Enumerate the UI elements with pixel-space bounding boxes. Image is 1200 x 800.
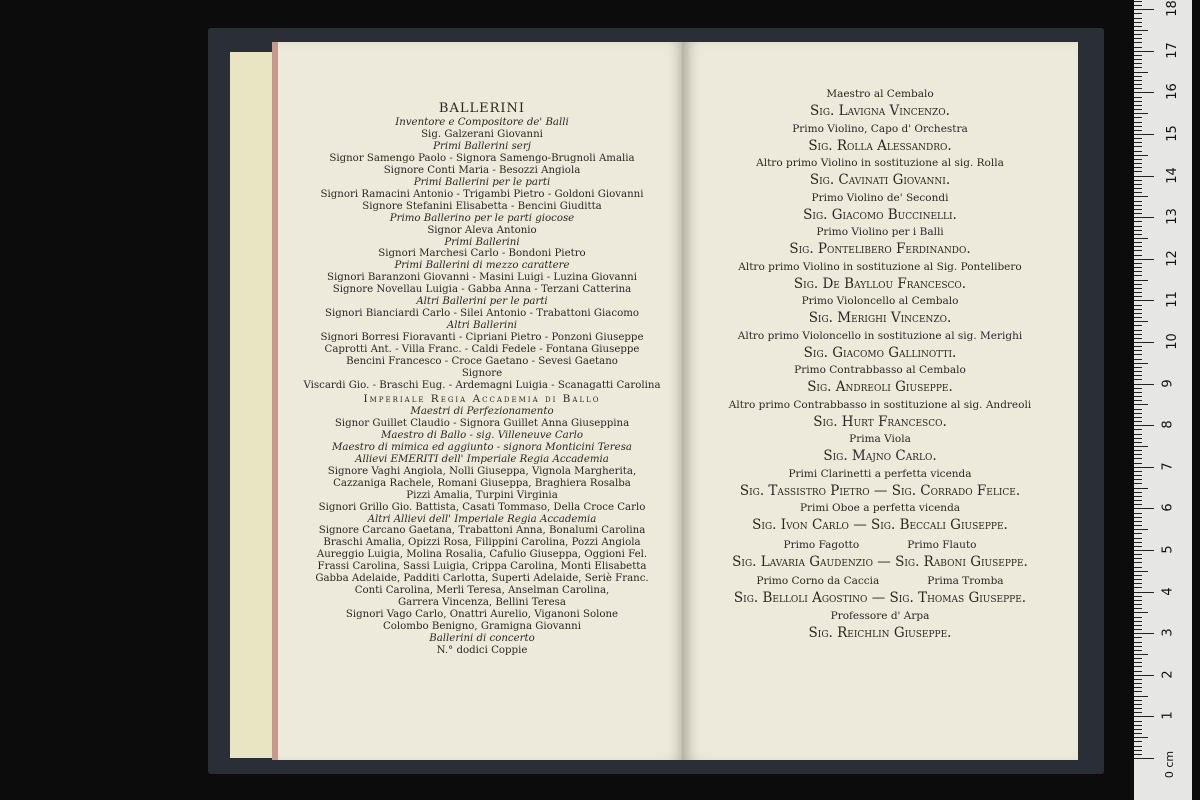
ruler-tick xyxy=(1134,679,1142,680)
ruler-tick xyxy=(1134,238,1148,239)
musician-name: Sig. Giacomo Buccinelli. xyxy=(803,206,957,223)
ruler-number: 12 xyxy=(1164,250,1180,267)
musician-name: Sig. Lavigna Vincenzo. xyxy=(810,103,950,119)
ruler-tick xyxy=(1134,621,1142,622)
ruler-tick xyxy=(1134,30,1148,31)
role-line: Prima Tromba xyxy=(927,575,1004,587)
ruler-tick xyxy=(1134,246,1142,247)
right-page xyxy=(682,42,1078,760)
ruler-tick xyxy=(1134,92,1154,93)
ruler-tick xyxy=(1134,171,1142,172)
name-line: Signor Guillet Claudio - Signora Guillet Anna Giuseppina xyxy=(334,417,630,429)
role-line: Primi Oboe a perfetta vicenda xyxy=(799,502,961,514)
ruler-tick xyxy=(1134,213,1142,214)
ruler-tick xyxy=(1134,354,1142,355)
musician-name: Sig. Tassistro Pietro — Sig. Corrado Felice. xyxy=(739,482,1021,499)
name-line: Signori Borresi Fioravanti - Cipriani Pietro - Ponzoni Giuseppe xyxy=(320,332,644,344)
ruler-tick xyxy=(1134,184,1142,185)
ruler-tick xyxy=(1134,18,1142,19)
ruler-tick xyxy=(1134,126,1142,127)
ruler-tick xyxy=(1134,567,1142,568)
ruler-tick xyxy=(1134,434,1142,435)
musician-name: Sig. Majno Carlo. xyxy=(823,448,937,464)
role-line: Maestro al Cembalo xyxy=(826,88,934,100)
name-line: Signore Carcano Gaetana, Trabattoni Anna, Bonalumi Carolina xyxy=(318,525,646,537)
ruler-tick xyxy=(1134,363,1148,364)
role-heading: Primi Ballerini per le parti xyxy=(413,176,551,188)
ruler-tick xyxy=(1134,438,1142,439)
ruler-tick xyxy=(1134,596,1142,597)
ruler-tick xyxy=(1134,263,1142,264)
ruler-tick xyxy=(1134,562,1142,563)
ruler-tick xyxy=(1134,296,1142,297)
role-heading: Primi Ballerini di mezzo carattere xyxy=(394,260,570,272)
ruler-tick xyxy=(1134,450,1142,451)
role-heading: Altri Ballerini xyxy=(446,320,518,332)
role-heading: Inventore e Compositore de' Balli xyxy=(395,117,569,128)
ruler-number: 9 xyxy=(1160,378,1176,388)
ruler-number: 14 xyxy=(1164,166,1180,184)
ruler-tick xyxy=(1134,454,1142,455)
ruler-tick xyxy=(1134,155,1148,156)
name-line: Colombo Benigno, Gramigna Giovanni xyxy=(382,621,582,633)
ruler-tick xyxy=(1134,80,1142,81)
role-line: Primi Clarinetti a perfetta vicenda xyxy=(788,467,972,480)
ruler-tick xyxy=(1134,729,1142,730)
ruler-tick xyxy=(1134,654,1148,655)
ruler-tick xyxy=(1134,196,1148,197)
name-line: Bencini Francesco - Croce Gaetano - Sevesi Gaetano xyxy=(346,356,618,368)
ruler-tick xyxy=(1134,400,1142,401)
ruler-tick xyxy=(1134,134,1154,135)
ruler-tick xyxy=(1134,105,1142,106)
role-heading: Altri Ballerini per le parti xyxy=(416,296,548,308)
ruler-number: 8 xyxy=(1160,420,1176,429)
ruler-tick xyxy=(1134,750,1142,751)
role-heading: Primi Ballerini xyxy=(444,236,520,248)
ruler-number: 5 xyxy=(1160,545,1176,554)
role-line: Altro primo Violino in sostituzione al Sig. Pontelibero xyxy=(738,260,1022,273)
ruler-tick xyxy=(1134,500,1142,501)
ruler-number: 15 xyxy=(1164,125,1180,142)
ruler-tick xyxy=(1134,167,1142,168)
ruler-tick xyxy=(1134,550,1154,551)
name-line: Cazzaniga Rachele, Romani Giuseppa, Braghiera Rosalba xyxy=(333,477,631,489)
ruler-tick xyxy=(1134,221,1142,222)
ruler-tick xyxy=(1134,176,1154,177)
role-heading: Maestro di Ballo - sig. Villeneuve Carlo xyxy=(380,429,583,441)
ruler-tick xyxy=(1134,592,1154,593)
ruler-tick xyxy=(1134,275,1142,276)
ruler-tick xyxy=(1134,42,1142,43)
role-line: Altro primo Violino in sostituzione al sig. Rolla xyxy=(756,157,1004,169)
role-line: Primo Violino, Capo d' Orchestra xyxy=(792,122,968,135)
ruler-tick xyxy=(1134,101,1142,102)
name-line: Signore Vaghi Angiola, Nolli Giuseppa, Vignola Margherita, xyxy=(327,465,637,477)
ruler-tick xyxy=(1134,758,1154,759)
ruler-tick xyxy=(1134,55,1142,56)
role-line: Primo Violoncello al Cembalo xyxy=(801,295,959,307)
ruler-tick xyxy=(1134,483,1142,484)
role-heading: Maestri di Perfezionamento xyxy=(410,405,554,417)
ruler-tick xyxy=(1134,159,1142,160)
ruler-tick xyxy=(1134,72,1148,73)
ruler-tick xyxy=(1134,571,1148,572)
ruler-tick xyxy=(1134,629,1142,630)
ruler-tick xyxy=(1134,421,1142,422)
ruler-tick xyxy=(1134,404,1148,405)
orchestra-list xyxy=(682,88,1078,644)
ruler-tick xyxy=(1134,321,1148,322)
ruler-tick xyxy=(1134,317,1142,318)
ruler-tick xyxy=(1134,255,1142,256)
ruler-tick xyxy=(1134,625,1142,626)
ruler-tick xyxy=(1134,309,1142,310)
ruler-number: 16 xyxy=(1164,83,1180,101)
measurement-ruler xyxy=(1134,0,1192,800)
ruler-tick xyxy=(1134,192,1142,193)
ruler-tick xyxy=(1134,201,1142,202)
role-line: Prima Viola xyxy=(849,433,911,445)
role-line: Professore d' Arpa xyxy=(830,609,930,622)
role-line: Primo Fagotto xyxy=(783,538,860,551)
role-line: Altro primo Violoncello in sostituzione al sig. Merighi xyxy=(737,329,1023,342)
role-heading: Ballerini di concerto xyxy=(429,633,535,645)
ruler-tick xyxy=(1134,350,1142,351)
musician-name: Sig. Rolla Alessandro. xyxy=(808,137,952,154)
ruler-tick xyxy=(1134,230,1142,231)
ruler-tick xyxy=(1134,642,1142,643)
ruler-number: 10 xyxy=(1164,333,1180,350)
ruler-tick xyxy=(1134,646,1142,647)
ruler-tick xyxy=(1134,359,1142,360)
name-line: Gabba Adelaide, Padditi Carlotta, Superti Adelaide, Seriè Franc. xyxy=(315,573,649,585)
role-heading: Primi Ballerini serj xyxy=(433,140,531,152)
ruler-tick xyxy=(1134,583,1142,584)
ruler-tick xyxy=(1134,662,1142,663)
ruler-tick xyxy=(1134,250,1142,251)
ruler-tick xyxy=(1134,600,1142,601)
ruler-tick xyxy=(1134,542,1142,543)
ruler-tick xyxy=(1134,84,1142,85)
ruler-tick xyxy=(1134,271,1142,272)
ruler-tick xyxy=(1134,280,1148,281)
ruler-number: 13 xyxy=(1164,208,1180,225)
ruler-tick xyxy=(1134,375,1142,376)
ruler-tick xyxy=(1134,209,1142,210)
ruler-tick xyxy=(1134,342,1154,343)
ruler-tick xyxy=(1134,741,1142,742)
role-line: Primo Contrabbasso al Cembalo xyxy=(794,364,966,376)
ruler-number: 4 xyxy=(1160,586,1176,596)
musician-name: Sig. Pontelibero Ferdinando. xyxy=(789,241,971,257)
ruler-tick xyxy=(1134,188,1142,189)
ruler-tick xyxy=(1134,180,1142,181)
ruler-tick xyxy=(1134,288,1142,289)
role-heading: Primo Ballerino per le parti giocose xyxy=(389,212,575,224)
ruler-tick xyxy=(1134,59,1142,60)
ballerini-list xyxy=(278,100,686,657)
ruler-tick xyxy=(1134,658,1142,659)
ruler-number: 1 xyxy=(1160,711,1176,721)
ruler-tick xyxy=(1134,146,1142,147)
name-line: Aureggio Luigia, Molina Rosalia, Cafulio Giuseppa, Oggioni Fel. xyxy=(316,549,648,561)
ruler-tick xyxy=(1134,683,1142,684)
ruler-tick xyxy=(1134,122,1142,123)
ruler-tick xyxy=(1134,417,1142,418)
role-line: Primo Flauto xyxy=(907,538,977,551)
ruler-tick xyxy=(1134,113,1148,114)
name-line: Signor Samengo Paolo - Signora Samengo-Brugnoli Amalia xyxy=(329,152,635,164)
ruler-tick xyxy=(1134,325,1142,326)
name-line: Signore Stefanini Elisabetta - Bencini Giuditta xyxy=(362,200,602,212)
role-line: Primo Corno da Caccia xyxy=(756,575,880,587)
ruler-tick xyxy=(1134,612,1148,613)
ruler-tick xyxy=(1134,338,1142,339)
ruler-tick xyxy=(1134,305,1142,306)
name-line: Garrera Vincenza, Bellini Teresa xyxy=(398,597,566,609)
musician-name: Sig. Reichlin Giuseppe. xyxy=(808,624,952,641)
ruler-tick xyxy=(1134,554,1142,555)
ruler-tick xyxy=(1134,151,1142,152)
ruler-tick xyxy=(1134,650,1142,651)
ruler-tick xyxy=(1134,26,1142,27)
ruler-number: 3 xyxy=(1160,628,1176,637)
ruler-tick xyxy=(1134,579,1142,580)
name-line: Signori Grillo Gio. Battista, Casati Tommaso, Della Croce Carlo xyxy=(318,501,646,513)
name-line: N.° dodici Coppie xyxy=(436,644,528,656)
ruler-tick xyxy=(1134,34,1142,35)
name-line: Sig. Galzerani Giovanni xyxy=(421,128,543,140)
ruler-tick xyxy=(1134,633,1154,634)
musician-name: Sig. De Bayllou Francesco. xyxy=(793,275,967,292)
name-line: Signore xyxy=(461,368,503,380)
ruler-tick xyxy=(1134,396,1142,397)
ruler-number: 6 xyxy=(1160,503,1176,513)
ruler-tick xyxy=(1134,442,1142,443)
ruler-tick xyxy=(1134,725,1142,726)
ruler-tick xyxy=(1134,392,1142,393)
ruler-tick xyxy=(1134,217,1154,218)
ruler-tick xyxy=(1134,379,1142,380)
name-line: Signori Ramacini Antonio - Trigambi Pietro - Goldoni Giovanni xyxy=(320,188,644,200)
name-line: Viscardi Gio. - Braschi Eug. - Ardemagni Luigia - Scanagatti Carolina xyxy=(303,379,661,391)
ruler-tick xyxy=(1134,475,1142,476)
ruler-tick xyxy=(1134,67,1142,68)
ruler-tick xyxy=(1134,471,1142,472)
ruler-tick xyxy=(1134,525,1142,526)
ruler-number: 18 xyxy=(1164,0,1180,17)
ruler-tick xyxy=(1134,409,1142,410)
musician-name: Sig. Hurt Francesco. xyxy=(813,413,947,430)
name-line: Conti Carolina, Merli Teresa, Anselman Carolina, xyxy=(354,585,610,597)
ruler-tick xyxy=(1134,117,1142,118)
ruler-tick xyxy=(1134,604,1142,605)
ruler-tick xyxy=(1134,675,1154,676)
ruler-tick xyxy=(1134,504,1142,505)
ruler-number: 17 xyxy=(1164,42,1180,59)
paired-roles xyxy=(682,575,1078,587)
ruler-number: 2 xyxy=(1160,670,1176,679)
ruler-tick xyxy=(1134,637,1142,638)
ruler-tick xyxy=(1134,708,1142,709)
ruler-tick xyxy=(1134,575,1142,576)
ruler-tick xyxy=(1134,38,1142,39)
ruler-tick xyxy=(1134,384,1154,385)
left-page xyxy=(272,42,686,760)
ruler-tick xyxy=(1134,479,1142,480)
ruler-tick xyxy=(1134,388,1142,389)
name-line: Signori Baranzoni Giovanni - Masini Luigi - Luzina Giovanni xyxy=(327,272,637,284)
name-line: Signore Conti Maria - Besozzi Angiola xyxy=(383,164,581,176)
ruler-tick xyxy=(1134,284,1142,285)
ruler-tick xyxy=(1134,163,1142,164)
ruler-tick xyxy=(1134,334,1142,335)
ruler-tick xyxy=(1134,259,1154,260)
ruler-tick xyxy=(1134,9,1154,10)
name-line: Signori Bianciardi Carlo - Silei Antonio - Trabattoni Giacomo xyxy=(324,308,640,320)
ruler-tick xyxy=(1134,671,1142,672)
ruler-tick xyxy=(1134,313,1142,314)
ruler-tick xyxy=(1134,712,1142,713)
musician-name: Sig. Belloli Agostino — Sig. Thomas Giuseppe. xyxy=(733,590,1027,606)
ruler-tick xyxy=(1134,242,1142,243)
name-line: Signori Marchesi Carlo - Bondoni Pietro xyxy=(378,248,586,260)
name-line: Pizzi Amalia, Turpini Virginia xyxy=(406,489,558,501)
ruler-tick xyxy=(1134,300,1154,301)
ruler-tick xyxy=(1134,413,1142,414)
musician-name: Sig. Lavaria Gaudenzio — Sig. Raboni Giuseppe. xyxy=(732,553,1028,570)
role-line: Altro primo Contrabbasso in sostituzione al sig. Andreoli xyxy=(728,398,1032,411)
role-line: Primo Violino per i Balli xyxy=(816,226,944,238)
name-line: Braschi Amalia, Opizzi Rosa, Filippini Carolina, Pozzi Angiola xyxy=(323,537,641,549)
ruler-tick xyxy=(1134,292,1142,293)
ruler-tick xyxy=(1134,754,1142,755)
musician-name: Sig. Merighi Vincenzo. xyxy=(808,310,952,326)
ruler-tick xyxy=(1134,446,1148,447)
ruler-tick xyxy=(1134,226,1142,227)
ruler-tick xyxy=(1134,716,1154,717)
name-line: Signori Vago Carlo, Onattri Aurelio, Viganoni Solone xyxy=(345,609,619,621)
ruler-tick xyxy=(1134,330,1142,331)
ruler-tick xyxy=(1134,746,1142,747)
ruler-tick xyxy=(1134,529,1148,530)
role-line: Primo Violino de' Secondi xyxy=(811,191,949,204)
ruler-tick xyxy=(1134,546,1142,547)
ruler-number: 7 xyxy=(1160,462,1176,471)
ruler-tick xyxy=(1134,47,1142,48)
ruler-tick xyxy=(1134,458,1142,459)
paired-roles xyxy=(682,539,1078,551)
ruler-tick xyxy=(1134,704,1142,705)
ruler-tick xyxy=(1134,425,1154,426)
ruler-tick xyxy=(1134,488,1148,489)
ruler-tick xyxy=(1134,521,1142,522)
ruler-tick xyxy=(1134,138,1142,139)
ruler-tick xyxy=(1134,691,1142,692)
role-heading: Maestro di mimica ed aggiunto - signora Monticini Teresa xyxy=(331,441,633,453)
ruler-unit-label: 0 cm xyxy=(1163,750,1177,779)
ruler-tick xyxy=(1134,538,1142,539)
ruler-tick xyxy=(1134,205,1142,206)
ruler-tick xyxy=(1134,496,1142,497)
name-line: Imperiale Regia Accademia di Ballo xyxy=(363,392,601,405)
ruler-tick xyxy=(1134,666,1142,667)
musician-name: Sig. Giacomo Gallinotti. xyxy=(803,344,957,361)
ruler-tick xyxy=(1134,733,1142,734)
name-line: Signore Novellau Luigia - Gabba Anna - Terzani Catterina xyxy=(332,284,632,296)
ruler-tick xyxy=(1134,88,1142,89)
ruler-tick xyxy=(1134,367,1142,368)
ruler-tick xyxy=(1134,5,1142,6)
ruler-tick xyxy=(1134,109,1142,110)
ruler-tick xyxy=(1134,721,1142,722)
ruler-tick xyxy=(1134,97,1142,98)
ruler-tick xyxy=(1134,63,1142,64)
ruler-tick xyxy=(1134,558,1142,559)
ruler-tick xyxy=(1134,700,1142,701)
role-heading: Allievi EMERITI dell' Imperiale Regia Accademia xyxy=(355,453,609,465)
ruler-tick xyxy=(1134,737,1148,738)
musician-name: Sig. Cavinati Giovanni. xyxy=(809,172,951,188)
ruler-tick xyxy=(1134,533,1142,534)
ruler-tick xyxy=(1134,76,1142,77)
ruler-tick xyxy=(1134,22,1142,23)
ruler-tick xyxy=(1134,142,1142,143)
name-line: Signor Aleva Antonio xyxy=(427,224,537,236)
musician-name: Sig. Andreoli Giuseppe. xyxy=(807,379,953,395)
ruler-tick xyxy=(1134,513,1142,514)
ruler-tick xyxy=(1134,13,1142,14)
ruler-tick xyxy=(1134,467,1154,468)
musician-name: Sig. Ivon Carlo — Sig. Beccali Giuseppe. xyxy=(752,517,1008,533)
ruler-tick xyxy=(1134,1,1142,2)
name-line: Caprotti Ant. - Villa Franc. - Caldi Fedele - Fontana Giuseppe xyxy=(324,344,640,356)
ruler-tick xyxy=(1134,267,1142,268)
ruler-tick xyxy=(1134,608,1142,609)
name-line: Frassi Carolina, Sassi Luigia, Crippa Carolina, Monti Elisabetta xyxy=(317,561,647,573)
role-heading: Altri Allievi dell' Imperiale Regia Accademia xyxy=(367,513,597,525)
section-heading: BALLERINI xyxy=(438,101,526,116)
ruler-tick xyxy=(1134,346,1142,347)
ruler-tick xyxy=(1134,130,1142,131)
ruler-tick xyxy=(1134,234,1142,235)
ruler-tick xyxy=(1134,51,1154,52)
ruler-tick xyxy=(1134,617,1142,618)
ruler-tick xyxy=(1134,687,1142,688)
ruler-number: 11 xyxy=(1164,291,1180,309)
ruler-tick xyxy=(1134,463,1142,464)
ruler-tick xyxy=(1134,371,1142,372)
ruler-tick xyxy=(1134,696,1148,697)
ruler-tick xyxy=(1134,587,1142,588)
ruler-tick xyxy=(1134,517,1142,518)
ruler-tick xyxy=(1134,492,1142,493)
ruler-tick xyxy=(1134,429,1142,430)
ruler-tick xyxy=(1134,508,1154,509)
